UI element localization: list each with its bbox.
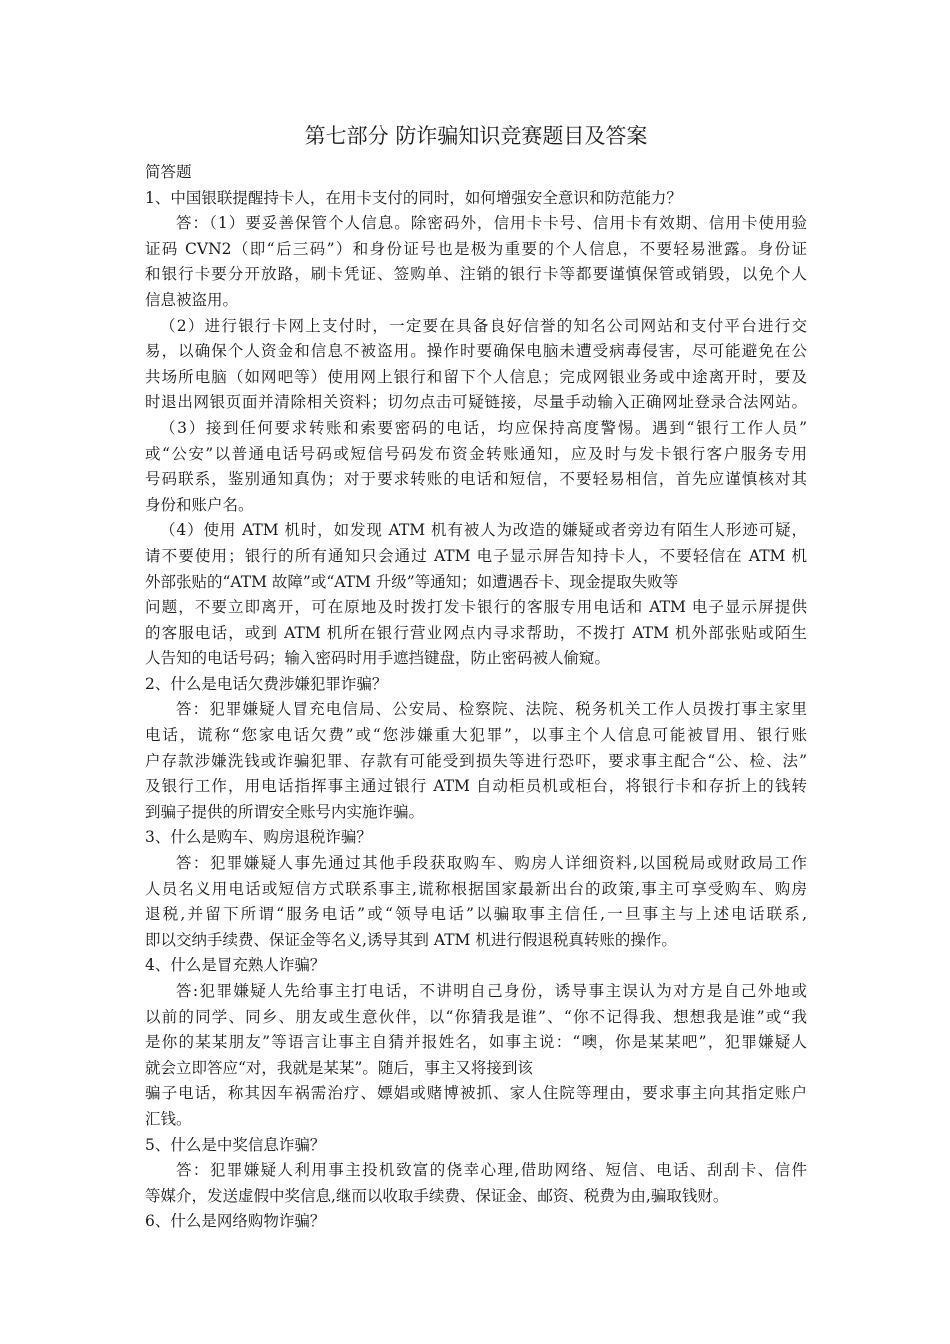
document-page bbox=[145, 118, 807, 1235]
text-line: 4、什么是冒充熟人诈骗？ bbox=[145, 956, 326, 975]
section-label: 简答题 bbox=[145, 163, 192, 181]
text-line: （3）接到任何要求转账和索要密码的电话，均应保持高度警惕。遇到“银行工作人员” bbox=[160, 418, 807, 437]
text-line: 3、什么是购车、购房退税诈骗？ bbox=[145, 828, 372, 847]
text-line: 人员名义用电话或短信方式联系事主,谎称根据国家最新出台的政策,事主可享受购车、购房 bbox=[145, 879, 807, 898]
text-line: 易，以确保个人资金和信息不被盗用。操作时要确保电脑未遭受病毒侵害，尽可能避免在公 bbox=[145, 342, 807, 361]
text-line: 问题，不要立即离开，可在原地及时拨打发卡银行的客服专用电话和 ATM 电子显示屏提供 bbox=[145, 598, 807, 617]
text-line: 时退出网银页面并清除相关资料；切勿点击可疑链接，尽量手动输入正确网址登录合法网站。 bbox=[145, 393, 807, 412]
text-line: 共场所电脑（如网吧等）使用网上银行和留下个人信息；完成网银业务或中途离开时，要及 bbox=[145, 367, 807, 386]
text-line: 身份和账户名。 bbox=[145, 495, 254, 514]
text-line: 和银行卡要分开放路，刷卡凭证、签购单、注销的银行卡等都要谨慎保管或销毁，以免个人 bbox=[145, 265, 807, 284]
text-line: 电话，谎称“您家电话欠费”或“您涉嫌重大犯罪”，以事主个人信息可能被冒用、银行账 bbox=[145, 726, 807, 745]
text-line: 信息被盗用。 bbox=[145, 290, 239, 309]
text-line: 汇钱。 bbox=[145, 1109, 192, 1128]
text-line: 答：（1）要妥善保管个人信息。除密码外，信用卡卡号、信用卡有效期、信用卡使用验 bbox=[176, 214, 807, 233]
text-line: （4）使用 ATM 机时，如发现 ATM 机有被人为改造的嫌疑或者旁边有陌生人形迹可疑， bbox=[160, 521, 807, 540]
text-line: 2、什么是电话欠费涉嫌犯罪诈骗？ bbox=[145, 674, 388, 693]
text-line: 以前的同学、同乡、朋友或生意伙伴，以“你猜我是谁”、“你不记得我、想想我是谁”或“我 bbox=[145, 1007, 807, 1026]
text-line: 答:犯罪嫌疑人先给事主打电话，不讲明自己身份，诱导事主误认为对方是自己外地或 bbox=[176, 982, 807, 1000]
text-line: 或“公安”以普通电话号码或短信号码发布资金转账通知，应及时与发卡银行客户服务专用 bbox=[145, 444, 807, 463]
document-body bbox=[145, 186, 807, 1235]
text-line: 答：犯罪嫌疑人事先通过其他手段获取购车、购房人详细资料,以国税局或财政局工作 bbox=[176, 854, 807, 873]
text-line: 退税,并留下所谓“服务电话”或“领导电话”以骗取事主信任,一旦事主与上述电话联系, bbox=[145, 905, 807, 924]
text-line: 户存款涉嫌洗钱或诈骗犯罪、存款有可能受到损失等进行恐吓，要求事主配合“公、检、法” bbox=[145, 751, 807, 770]
text-line: 即以交纳手续费、保证金等名义,诱导其到 ATM 机进行假退税真转账的操作。 bbox=[145, 930, 677, 949]
text-line: 1、中国银联提醒持卡人，在用卡支付的同时，如何增强安全意识和防范能力？ bbox=[145, 188, 682, 207]
text-line: 答：犯罪嫌疑人利用事主投机致富的侥幸心理,借助网络、短信、电话、刮刮卡、信件 bbox=[176, 1161, 807, 1180]
text-line: 请不要使用；银行的所有通知只会通过 ATM 电子显示屏告知持卡人，不要轻信在 ATM 机 bbox=[145, 546, 807, 565]
text-line: 及银行工作，用电话指挥事主通过银行 ATM 自动柜员机或柜台，将银行卡和存折上的钱转 bbox=[145, 777, 807, 796]
text-line: 答：犯罪嫌疑人冒充电信局、公安局、检察院、法院、税务机关工作人员拨打事主家里 bbox=[176, 700, 807, 719]
text-line: 号码联系，鉴别通知真伪；对于要求转账的电话和短信，不要轻易相信，首先应谨慎核对其 bbox=[145, 470, 807, 489]
text-line: 到骗子提供的所谓安全账号内实施诈骗。 bbox=[145, 802, 425, 821]
document-title: 第七部分 防诈骗知识竞赛题目及答案 bbox=[304, 124, 648, 148]
text-line: 5、什么是中奖信息诈骗？ bbox=[145, 1135, 326, 1154]
text-line: 就会立即答应“对，我就是某某”。随后，事主又将接到该 bbox=[145, 1058, 533, 1077]
text-line: 6、什么是网络购物诈骗？ bbox=[145, 1212, 326, 1231]
text-line: （2）进行银行卡网上支付时，一定要在具备良好信誉的知名公司网站和支付平台进行交 bbox=[160, 316, 807, 335]
text-line: 人告知的电话号码；输入密码时用手遮挡键盘，防止密码被人偷窥。 bbox=[145, 649, 611, 668]
text-line: 证码 CVN2（即“后三码”）和身份证号也是极为重要的个人信息，不要轻易泄露。身份证 bbox=[145, 239, 807, 258]
text-line: 骗子电话，称其因车祸需治疗、嫖娼或赌博被抓、家人住院等理由，要求事主向其指定账户 bbox=[145, 1084, 807, 1103]
text-line: 外部张贴的“ATM 故障”或“ATM 升级”等通知；如遭遇吞卡、现金提取失败等 bbox=[145, 572, 679, 591]
text-line: 等媒介，发送虚假中奖信息,继而以收取手续费、保证金、邮资、税费为由,骗取钱财。 bbox=[145, 1186, 729, 1205]
text-line: 是你的某某朋友”等语言让事主自猜并报姓名，如事主说：“噢，你是某某吧”，犯罪嫌疑人 bbox=[145, 1033, 807, 1052]
text-line: 的客服电话，或到 ATM 机所在银行营业网点内寻求帮助，不拨打 ATM 机外部张贴或陌生 bbox=[145, 623, 807, 642]
